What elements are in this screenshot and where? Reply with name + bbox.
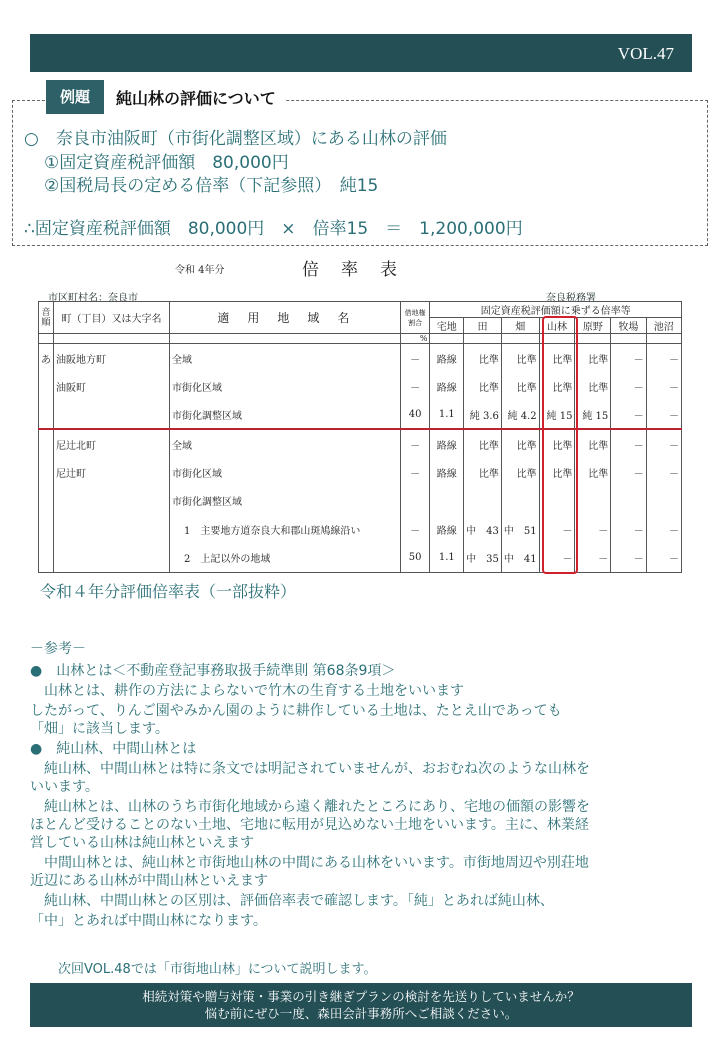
table-cell: 路線 [430,429,464,458]
reference-line: 純山林、中間山林との区別は、評価倍率表で確認します。「純」とあれば純山林、 [30,893,554,909]
col-onjun: 音順 [39,302,54,334]
example-heading [46,80,286,114]
table-cell [54,401,170,430]
table-cell: 1.1 [430,401,464,430]
table-cell: 全域 [170,429,401,458]
table-cell: 純 3.6 [464,401,502,430]
footer-line-1: 相続対策や贈与対策・事業の引き継ぎプランの検討を先送りしていませんか？ [142,989,580,1004]
table-cell [54,544,170,573]
table-cell: 純 15 [575,401,611,430]
bairitsu-table-figure [30,255,694,580]
reference-line: 「中」とあれば中間山林になります。 [30,913,267,929]
table-cell: 比準 [464,372,502,401]
bairitsu-caption: 令和４年分評価倍率表（一部抜粋） [40,582,297,601]
col-5: 牧場 [611,318,646,334]
bairitsu-year: 令和 4年分 [175,265,225,276]
col-shakuchi: 借地権割合 [400,302,430,334]
table-row [39,515,682,544]
table-cell: － [575,544,611,573]
table-cell: － [646,372,681,401]
table-row [39,429,682,458]
table-cell [646,486,681,515]
table-cell: 比準 [501,429,539,458]
col-0: 宅地 [430,318,464,334]
table-cell: 50 [400,544,430,573]
table-cell [430,486,464,515]
table-cell: － [400,458,430,487]
table-cell: － [400,372,430,401]
reference-line: 中間山林とは、純山林と市街地山林の中間にある山林をいいます。市街地周辺や別荘地 [30,855,589,871]
table-cell: － [539,515,575,544]
table-cell [54,486,170,515]
table-row [39,486,682,515]
table-cell: あ [39,344,54,373]
reference-line: ● 山林とは＜不動産登記事務取扱手続準則 第68条9項＞ [30,663,396,679]
table-cell: － [611,372,646,401]
col-4: 原野 [575,318,611,334]
table-cell: 路線 [430,515,464,544]
table-cell: 比準 [464,429,502,458]
example-line-2: ①固定資産税評価額 80,000円 [44,153,289,173]
table-cell [39,401,54,430]
col-6: 池沼 [646,318,681,334]
reference-line: したがって、りんご園やみかん園のように耕作している土地は、たとえ山であっても [30,703,562,719]
table-row [39,458,682,487]
table-cell: － [646,429,681,458]
table-cell: 比準 [539,458,575,487]
table-cell: － [575,515,611,544]
table-row [39,344,682,373]
table-cell: － [400,344,430,373]
table-cell: 中 35 [464,544,502,573]
footer-bar [30,983,692,1027]
table-cell: 比準 [539,429,575,458]
table-cell [39,458,54,487]
table-cell: 純 15 [539,401,575,430]
header-bar [30,34,692,72]
reference-line: 純山林とは、山林のうち市街化地域から遠く離れたところにあり、宅地の価額の影響を [30,799,590,815]
table-cell: 市街化区域 [170,372,401,401]
table-cell [39,515,54,544]
table-cell: 比準 [501,372,539,401]
table-cell: 油阪地方町 [54,344,170,373]
table-cell [464,486,502,515]
reference-line: 純山林、中間山林とは特に条文では明記されていませんが、おおむね次のような山林を [30,761,590,777]
table-cell [501,486,539,515]
table-cell: 路線 [430,344,464,373]
table-cell: － [646,344,681,373]
table-cell: 比準 [575,458,611,487]
table-cell: － [611,458,646,487]
table-row [39,544,682,573]
table-cell: 尼辻町 [54,458,170,487]
table-cell: 中 43 [464,515,502,544]
table-cell: 比準 [501,458,539,487]
table-cell: 中 41 [501,544,539,573]
table-cell: 純 4.2 [501,401,539,430]
reference-line: ● 純山林、中間山林とは [30,741,197,757]
sanrin-highlight-box [542,316,578,574]
table-cell: 油阪町 [54,372,170,401]
col-area: 適 用 地 域 名 [170,302,401,334]
bairitsu-table [38,301,682,573]
table-cell: － [611,544,646,573]
table-cell [39,372,54,401]
example-title: 純山林の評価について [116,88,276,108]
example-line-1: ○ 奈良市油阪町（市街化調整区域）にある山林の評価 [24,129,447,149]
table-cell: 比準 [575,372,611,401]
bairitsu-city: 市区町村名：奈良市 [48,293,138,304]
table-cell: － [646,458,681,487]
table-cell: 市街化調整区域 [170,486,401,515]
table-cell: － [611,344,646,373]
example-line-3: ②国税局長の定める倍率（下記参照） 純15 [44,176,379,196]
reference-line: 営している山林は純山林といえます [30,835,254,851]
example-line-4: ∴固定資産税評価額 80,000円 × 倍率15 ＝ 1,200,000円 [24,219,523,239]
table-cell: 路線 [430,458,464,487]
table-cell: － [646,544,681,573]
table-cell: 全域 [170,344,401,373]
table-cell: － [539,544,575,573]
table-cell: 40 [400,401,430,430]
table-cell [39,544,54,573]
bairitsu-title: 倍率表 [302,260,419,280]
example-tag: 例題 [46,80,104,114]
table-cell: － [611,515,646,544]
table-cell: 比準 [464,344,502,373]
col-3: 山林 [539,318,575,334]
table-cell: 路線 [430,372,464,401]
col-1: 田 [464,318,502,334]
table-row [39,372,682,401]
table-cell: 比準 [575,344,611,373]
table-cell: 1 主要地方道奈良大和郡山斑鳩線沿い [170,515,401,544]
table-cell: － [400,515,430,544]
unit-percent: % [400,334,430,344]
table-cell [400,486,430,515]
col-group: 固定資産税評価額に乗ずる倍率等 [430,302,682,318]
reference-line: いいます。 [30,779,99,795]
table-cell: 市街化調整区域 [170,401,401,430]
table-cell: 比準 [539,372,575,401]
col-town: 町（丁目）又は大字名 [54,302,170,334]
table-cell [575,486,611,515]
table-cell: 1.1 [430,544,464,573]
table-cell: 比準 [575,429,611,458]
reference-heading: －参考－ [30,641,86,657]
table-cell: 比準 [539,344,575,373]
bairitsu-office: 奈良税務署 [546,293,596,304]
table-cell: － [646,401,681,430]
table-cell: 2 上記以外の地域 [170,544,401,573]
volume-label: VOL.47 [617,44,674,63]
reference-line: 「畑」に該当します。 [30,721,169,737]
table-cell: 尼辻北町 [54,429,170,458]
footer-line-2: 悩む前にぜひ一度、森田会計事務所へご相談ください。 [204,1006,518,1021]
table-row [39,401,682,430]
reference-line: 近辺にある山林が中間山林といえます [30,873,268,889]
table-cell [39,486,54,515]
table-cell: － [611,429,646,458]
table-cell: 中 51 [501,515,539,544]
next-notice: 次回VOL.48では「市街地山林」について説明します。 [58,962,377,977]
table-cell: 市街化区域 [170,458,401,487]
table-cell: 比準 [501,344,539,373]
reference-line: 山林とは、耕作の方法によらないで竹木の生育する土地をいいます [30,683,464,699]
table-cell: － [611,401,646,430]
table-cell: － [400,429,430,458]
table-cell: － [646,515,681,544]
table-cell [54,515,170,544]
reference-line: ほとんど受けることのない土地、宅地に転用が見込めない土地をいいます。主に、林業経 [30,817,589,833]
table-cell [39,429,54,458]
table-cell [611,486,646,515]
col-2: 畑 [501,318,539,334]
table-cell: 比準 [464,458,502,487]
